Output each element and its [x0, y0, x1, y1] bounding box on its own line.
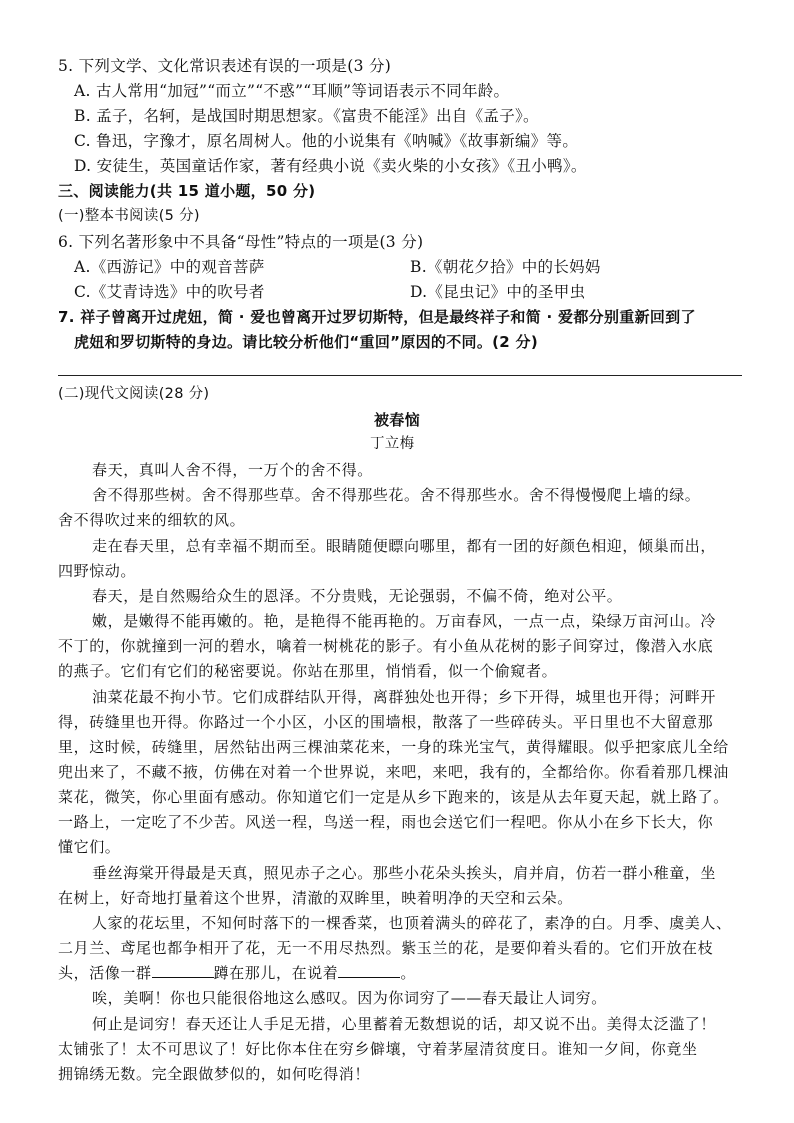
paragraph-line: 得，砖缝里也开得。你路过一个小区，小区的围墙根，散落了一些碎砖头。平日里也不大留意那 [58, 713, 714, 731]
paragraph-line: 太铺张了！太不可思议了！好比你本住在穷乡僻壤，守着茅屋清贫度日。谁知一夕间，你竟坐 [58, 1040, 698, 1058]
part-2-heading: (二)现代文阅读(28 分) [58, 386, 210, 402]
q5-option-a: A. 古人常用“加冠”“而立”“不惑”“耳顺”等词语表示不同年龄。 [74, 82, 510, 100]
paragraph-line: 舍不得吹过来的细软的风。 [58, 511, 246, 529]
paragraph-line: 不丁的，你就撞到一河的碧水，噙着一树桃花的影子。有小鱼从花树的影子间穿过，像潜入水底 [58, 637, 714, 655]
section-3-title: 三、阅读能力(共 15 道小题，50 分) [58, 182, 316, 200]
paragraph-line: 里，这时候，砖缝里，居然钻出两三棵油菜花来，一身的珠光宝气，黄得耀眼。似乎把家底儿全给 [58, 738, 729, 756]
paragraph-line: 在树上，好奇地打量着这个世界，清澈的双眸里，映着明净的天空和云朵。 [58, 889, 573, 907]
q6-option-c: C.《艾青诗选》中的吹号者 [74, 283, 265, 301]
section-3-part-1: (一)整本书阅读(5 分) [58, 208, 200, 224]
paragraph-line-with-blanks [58, 962, 416, 984]
q7-line-2: 虎妞和罗切斯特的身边。请比较分析他们“重回”原因的不同。(2 分) [74, 333, 538, 351]
paragraph-line: 油菜花最不拘小节。它们成群结队开得，离群独处也开得；乡下开得，城里也开得；河畔开 [92, 688, 717, 706]
paragraph-line: 菜花，微笑，你心里面有感动。你知道它们一定是从乡下跑来的，该是从去年夏天起，就上路了。 [58, 788, 729, 806]
q6-option-a: A.《西游记》中的观音菩萨 [74, 258, 265, 276]
paragraph-line: 拥锦绣无数。完全跟做梦似的，如何吃得消！ [58, 1065, 371, 1083]
paragraph-line: 懂它们。 [58, 838, 121, 856]
paragraph-line: 唉，美啊！你也只能很俗地这么感叹。因为你词穷了——春天最让人词穷。 [92, 989, 607, 1007]
paragraph-line: 嫩，是嫩得不能再嫩的。艳，是艳得不能再艳的。万亩春风，一点一点，染绿万亩河山。冷 [92, 612, 717, 630]
paragraph-line: 人家的花坛里，不知何时落下的一棵香菜，也顶着满头的碎花了，素净的白。月季、虞美人、 [92, 914, 732, 932]
blank-suffix: 。 [400, 964, 417, 982]
q7-line-1: 7. 祥子曾离开过虎妞，简 · 爱也曾离开过罗切斯特，但是最终祥子和简 · 爱都分别重新回到了 [58, 308, 696, 326]
q5-stem: 5. 下列文学、文化常识表述有误的一项是(3 分) [58, 57, 392, 75]
paragraph-line: 四野惊动。 [58, 562, 137, 580]
paragraph-line: 的燕子。它们有它们的秘密要说。你站在那里，悄悄看，似一个偷窥者。 [58, 662, 558, 680]
answer-line [58, 375, 742, 376]
article-author: 丁立梅 [370, 436, 415, 452]
q6-option-b: B.《朝花夕拾》中的长妈妈 [410, 258, 601, 276]
fill-blank-2[interactable] [338, 963, 400, 978]
blank-prefix: 头，活像一群 [58, 964, 152, 982]
paragraph-line: 垂丝海棠开得最是天真，照见赤子之心。那些小花朵头挨头，肩并肩，仿若一群小稚童，坐 [92, 864, 717, 882]
paragraph-line: 何止是词穷！春天还让人手足无措，心里蓄着无数想说的话，却又说不出。美得太泛滥了！ [92, 1015, 717, 1033]
paragraph-line: 舍不得那些树。舍不得那些草。舍不得那些花。舍不得那些水。舍不得慢慢爬上墙的绿。 [92, 486, 701, 504]
fill-blank-1[interactable] [152, 963, 214, 978]
paragraph-line: 一路上，一定吃了不少苦。风送一程，鸟送一程，雨也会送它们一程吧。你从小在乡下长大，你 [58, 813, 714, 831]
q5-option-d: D. 安徒生，英国童话作家，著有经典小说《卖火柴的小女孩》《丑小鸭》。 [74, 157, 587, 175]
paragraph-line: 春天，真叫人舍不得，一万个的舍不得。 [92, 461, 373, 479]
q5-option-b: B. 孟子，名轲，是战国时期思想家。《富贵不能淫》出自《孟子》。 [74, 107, 539, 125]
q6-option-d: D.《昆虫记》中的圣甲虫 [410, 283, 586, 301]
article-title: 被春恼 [374, 411, 420, 429]
q6-stem: 6. 下列名著形象中不具备“母性”特点的一项是(3 分) [58, 233, 424, 251]
paragraph-line: 兜出来了，不藏不掖，仿佛在对着一个世界说，来吧，来吧，我有的，全都给你。你看着那几棵油 [58, 763, 729, 781]
paragraph-line: 走在春天里，总有幸福不期而至。眼睛随便瞟向哪里，都有一团的好颜色相迎，倾巢而出， [92, 537, 717, 555]
paragraph-line: 二月兰、鸢尾也都争相开了花，无一不用尽热烈。紫玉兰的花，是要仰着头看的。它们开放在枝 [58, 939, 714, 957]
blank-middle: 蹲在那儿，在说着 [213, 964, 339, 982]
paragraph-line: 春天，是自然赐给众生的恩泽。不分贵贱，无论强弱，不偏不倚，绝对公平。 [92, 587, 623, 605]
q5-option-c: C. 鲁迅，字豫才，原名周树人。他的小说集有《呐喊》《故事新编》等。 [74, 132, 579, 150]
